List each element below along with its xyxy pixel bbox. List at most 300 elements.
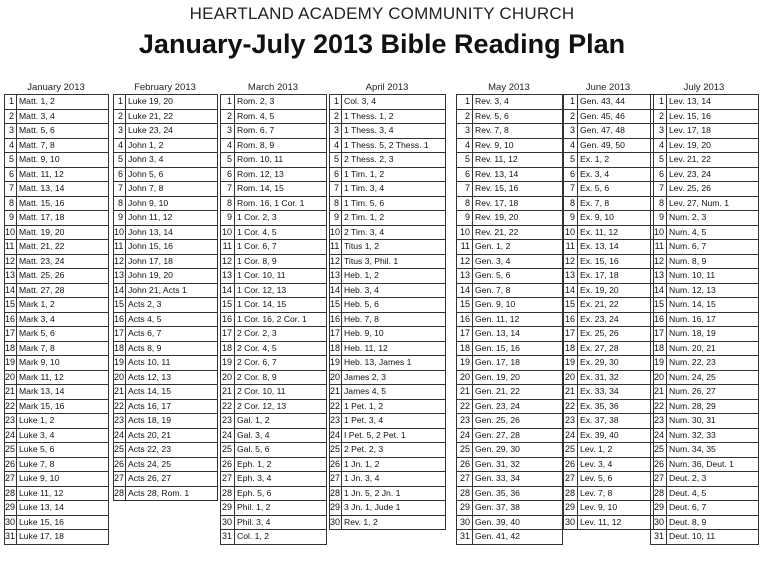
reading-cell: Acts 12, 13: [126, 370, 218, 385]
day-row: [5, 385, 109, 400]
day-number: 28: [221, 486, 235, 501]
day-number: 4: [114, 138, 126, 153]
day-row: [651, 486, 759, 501]
reading-cell: Gen. 45, 46: [578, 109, 654, 124]
day-row: [564, 167, 654, 182]
month-name: April 2013: [365, 82, 409, 93]
reading-cell: Rev. 21, 22: [473, 225, 563, 240]
month-column: [563, 82, 653, 530]
day-number: 17: [5, 327, 17, 342]
day-number: 17: [651, 327, 667, 342]
day-row: [564, 341, 654, 356]
day-row: [114, 153, 218, 168]
day-row: [221, 385, 327, 400]
day-row: [221, 486, 327, 501]
day-row: [330, 254, 446, 269]
day-number: 29: [330, 501, 342, 516]
day-row: [114, 211, 218, 226]
month-name: May 2013: [488, 82, 530, 93]
day-row: [457, 269, 563, 284]
day-number: 24: [221, 428, 235, 443]
reading-cell: 2 Tim. 1, 2: [342, 211, 446, 226]
reading-cell: Rom. 16, 1 Cor. 1: [235, 196, 327, 211]
day-row: [221, 414, 327, 429]
day-row: [330, 414, 446, 429]
reading-cell: Rom. 2, 3: [235, 95, 327, 110]
reading-cell: Ex. 33, 34: [578, 385, 654, 400]
day-number: 30: [221, 515, 235, 530]
reading-cell: Heb. 5, 6: [342, 298, 446, 313]
day-number: 18: [564, 341, 578, 356]
day-row: [457, 414, 563, 429]
reading-cell: 1 Cor. 4, 5: [235, 225, 327, 240]
day-number: 14: [564, 283, 578, 298]
reading-cell: Col. 1, 2: [235, 530, 327, 545]
reading-cell: Gen. 7, 8: [473, 283, 563, 298]
day-number: 19: [564, 356, 578, 371]
reading-cell: Eph. 1, 2: [235, 457, 327, 472]
reading-cell: Luke 19, 20: [126, 95, 218, 110]
reading-cell: Matt. 15, 16: [17, 196, 109, 211]
day-number: 16: [5, 312, 17, 327]
reading-cell: 2 Tim. 3, 4: [342, 225, 446, 240]
day-number: 25: [114, 443, 126, 458]
day-row: [114, 95, 218, 110]
day-row: [651, 414, 759, 429]
day-number: 13: [5, 269, 17, 284]
day-row: [457, 182, 563, 197]
day-number: 21: [564, 385, 578, 400]
reading-cell: Acts 18, 19: [126, 414, 218, 429]
day-number: 18: [114, 341, 126, 356]
day-number: 16: [221, 312, 235, 327]
day-number: 9: [114, 211, 126, 226]
reading-cell: Luke 13, 14: [17, 501, 109, 516]
reading-cell: 2 Cor. 2, 3: [235, 327, 327, 342]
reading-cell: Luke 17, 18: [17, 530, 109, 545]
day-number: 28: [457, 486, 473, 501]
day-number: 25: [5, 443, 17, 458]
day-number: 8: [564, 196, 578, 211]
reading-cell: Heb. 13, James 1: [342, 356, 446, 371]
day-number: 16: [330, 312, 342, 327]
reading-cell: John 17, 18: [126, 254, 218, 269]
day-row: [330, 211, 446, 226]
reading-cell: 1 Pet. 1, 2: [342, 399, 446, 414]
day-row: [651, 167, 759, 182]
day-row: [651, 385, 759, 400]
day-row: [330, 472, 446, 487]
reading-cell: Num. 4, 5: [667, 225, 759, 240]
day-number: 24: [457, 428, 473, 443]
day-number: 17: [114, 327, 126, 342]
reading-cell: Matt. 27, 28: [17, 283, 109, 298]
day-number: 25: [651, 443, 667, 458]
day-number: 30: [651, 515, 667, 530]
day-number: 16: [564, 312, 578, 327]
day-row: [651, 182, 759, 197]
day-row: [457, 283, 563, 298]
reading-cell: Ex. 21, 22: [578, 298, 654, 313]
day-row: [651, 327, 759, 342]
day-number: 4: [221, 138, 235, 153]
reading-cell: Gen. 43, 44: [578, 95, 654, 110]
day-number: 23: [221, 414, 235, 429]
day-row: [114, 138, 218, 153]
day-row: [114, 283, 218, 298]
day-number: 22: [5, 399, 17, 414]
reading-cell: Matt. 9, 10: [17, 153, 109, 168]
reading-cell: Matt. 11, 12: [17, 167, 109, 182]
day-row: [564, 472, 654, 487]
day-number: 5: [221, 153, 235, 168]
day-number: 1: [457, 95, 473, 110]
reading-cell: 2 Thess. 2, 3: [342, 153, 446, 168]
day-row: [114, 109, 218, 124]
day-number: 22: [564, 399, 578, 414]
reading-cell: Gen. 19, 20: [473, 370, 563, 385]
reading-cell: Eph. 5, 6: [235, 486, 327, 501]
reading-cell: Acts 28, Rom. 1: [126, 486, 218, 501]
day-number: 18: [330, 341, 342, 356]
day-row: [457, 356, 563, 371]
day-number: 3: [330, 124, 342, 139]
reading-cell: Ex. 25, 26: [578, 327, 654, 342]
day-row: [651, 356, 759, 371]
day-row: [114, 269, 218, 284]
day-number: 9: [5, 211, 17, 226]
day-number: 28: [564, 486, 578, 501]
day-row: [114, 486, 218, 501]
reading-cell: 1 Cor. 14, 15: [235, 298, 327, 313]
reading-cell: Num. 36, Deut. 1: [667, 457, 759, 472]
day-number: 1: [114, 95, 126, 110]
day-number: 7: [5, 182, 17, 197]
day-number: 16: [651, 312, 667, 327]
day-row: [457, 443, 563, 458]
reading-cell: Gen. 13, 14: [473, 327, 563, 342]
day-number: 2: [457, 109, 473, 124]
reading-cell: Acts 16, 17: [126, 399, 218, 414]
reading-cell: Gen. 41, 42: [473, 530, 563, 545]
reading-cell: Num. 2, 3: [667, 211, 759, 226]
reading-cell: Mark 1, 2: [17, 298, 109, 313]
day-row: [330, 298, 446, 313]
day-number: 2: [330, 109, 342, 124]
day-number: 20: [221, 370, 235, 385]
day-row: [5, 486, 109, 501]
day-row: [330, 109, 446, 124]
day-row: [5, 254, 109, 269]
day-row: [330, 428, 446, 443]
reading-cell: Ex. 23, 24: [578, 312, 654, 327]
day-row: [651, 530, 759, 545]
day-row: [651, 312, 759, 327]
day-number: 30: [564, 515, 578, 530]
day-row: [564, 312, 654, 327]
day-row: [330, 167, 446, 182]
reading-cell: Gen. 37, 38: [473, 501, 563, 516]
day-number: 24: [5, 428, 17, 443]
day-number: 18: [457, 341, 473, 356]
month-name: July 2013: [683, 82, 725, 93]
reading-cell: Lev. 21, 22: [667, 153, 759, 168]
day-number: 6: [651, 167, 667, 182]
day-row: [330, 153, 446, 168]
reading-cell: Acts 8, 9: [126, 341, 218, 356]
day-row: [5, 312, 109, 327]
reading-cell: Rev. 9, 10: [473, 138, 563, 153]
day-number: 7: [457, 182, 473, 197]
reading-cell: Luke 5, 6: [17, 443, 109, 458]
reading-cell: Num. 32, 33: [667, 428, 759, 443]
day-number: 10: [5, 225, 17, 240]
reading-cell: Luke 3, 4: [17, 428, 109, 443]
day-number: 22: [114, 399, 126, 414]
day-row: [330, 95, 446, 110]
day-number: 22: [457, 399, 473, 414]
day-number: 18: [5, 341, 17, 356]
reading-cell: 1 Cor. 10, 11: [235, 269, 327, 284]
day-number: 27: [651, 472, 667, 487]
day-row: [221, 254, 327, 269]
day-row: [114, 428, 218, 443]
day-number: 7: [114, 182, 126, 197]
day-row: [221, 138, 327, 153]
day-number: 3: [651, 124, 667, 139]
reading-table: [220, 94, 327, 545]
reading-cell: 3 Jn. 1, Jude 1: [342, 501, 446, 516]
day-row: [221, 124, 327, 139]
day-row: [651, 124, 759, 139]
day-number: 20: [5, 370, 17, 385]
reading-cell: Acts 20, 21: [126, 428, 218, 443]
day-row: [651, 341, 759, 356]
day-number: 20: [114, 370, 126, 385]
reading-cell: Matt. 1, 2: [17, 95, 109, 110]
reading-table: [113, 94, 218, 501]
day-number: 29: [457, 501, 473, 516]
day-row: [221, 428, 327, 443]
reading-cell: Ex. 27, 28: [578, 341, 654, 356]
day-row: [5, 167, 109, 182]
reading-cell: Acts 22, 23: [126, 443, 218, 458]
day-row: [114, 225, 218, 240]
reading-cell: Rom. 6, 7: [235, 124, 327, 139]
day-row: [651, 153, 759, 168]
day-row: [221, 240, 327, 255]
day-row: [221, 457, 327, 472]
day-number: 5: [564, 153, 578, 168]
day-row: [457, 472, 563, 487]
day-row: [221, 443, 327, 458]
day-row: [651, 196, 759, 211]
reading-cell: 2 Cor. 6, 7: [235, 356, 327, 371]
day-number: 21: [651, 385, 667, 400]
day-number: 6: [5, 167, 17, 182]
reading-cell: Acts 10, 11: [126, 356, 218, 371]
day-row: [330, 486, 446, 501]
day-number: 11: [114, 240, 126, 255]
reading-cell: Eph. 3, 4: [235, 472, 327, 487]
reading-cell: John 1, 2: [126, 138, 218, 153]
day-row: [5, 399, 109, 414]
day-number: 25: [457, 443, 473, 458]
day-row: [651, 501, 759, 516]
day-number: 9: [457, 211, 473, 226]
reading-cell: John 3, 4: [126, 153, 218, 168]
day-number: 25: [330, 443, 342, 458]
day-number: 11: [330, 240, 342, 255]
reading-cell: 1 Cor. 12, 13: [235, 283, 327, 298]
reading-cell: Gen. 5, 6: [473, 269, 563, 284]
day-number: 19: [221, 356, 235, 371]
reading-cell: John 5, 6: [126, 167, 218, 182]
reading-cell: Num. 8, 9: [667, 254, 759, 269]
reading-cell: Ex. 39, 40: [578, 428, 654, 443]
reading-cell: Num. 14, 15: [667, 298, 759, 313]
day-number: 19: [651, 356, 667, 371]
day-row: [5, 225, 109, 240]
reading-cell: Rev. 15, 16: [473, 182, 563, 197]
day-number: 31: [5, 530, 17, 545]
reading-cell: Rev. 19, 20: [473, 211, 563, 226]
reading-cell: 1 Jn. 3, 4: [342, 472, 446, 487]
reading-cell: Rev. 1, 2: [342, 515, 446, 530]
day-row: [221, 269, 327, 284]
reading-cell: 2 Cor. 12, 13: [235, 399, 327, 414]
reading-cell: Rom. 10, 11: [235, 153, 327, 168]
reading-cell: Mark 7, 8: [17, 341, 109, 356]
day-number: 20: [330, 370, 342, 385]
day-number: 14: [457, 283, 473, 298]
reading-cell: I Pet. 5, 2 Pet. 1: [342, 428, 446, 443]
day-number: 13: [651, 269, 667, 284]
day-number: 11: [457, 240, 473, 255]
day-number: 3: [564, 124, 578, 139]
day-row: [457, 486, 563, 501]
day-row: [221, 370, 327, 385]
day-row: [330, 457, 446, 472]
reading-cell: Num. 10, 11: [667, 269, 759, 284]
day-number: 23: [114, 414, 126, 429]
day-row: [564, 211, 654, 226]
reading-cell: Lev. 15, 16: [667, 109, 759, 124]
reading-cell: 1 Cor. 2, 3: [235, 211, 327, 226]
day-row: [651, 457, 759, 472]
day-row: [564, 327, 654, 342]
reading-cell: Lev. 9, 10: [578, 501, 654, 516]
day-number: 11: [221, 240, 235, 255]
month-column: [650, 82, 758, 545]
day-number: 5: [114, 153, 126, 168]
reading-cell: Phil. 3, 4: [235, 515, 327, 530]
day-row: [221, 501, 327, 516]
day-row: [114, 472, 218, 487]
reading-cell: Lev. 11, 12: [578, 515, 654, 530]
reading-cell: 1 Pet. 3, 4: [342, 414, 446, 429]
church-name: HEARTLAND ACADEMY COMMUNITY CHURCH: [189, 4, 575, 23]
reading-cell: Deut. 2, 3: [667, 472, 759, 487]
day-number: 8: [330, 196, 342, 211]
day-number: 23: [330, 414, 342, 429]
reading-cell: Gen. 29, 30: [473, 443, 563, 458]
reading-cell: Num. 22, 23: [667, 356, 759, 371]
day-number: 30: [457, 515, 473, 530]
reading-cell: Ex. 35, 36: [578, 399, 654, 414]
day-row: [651, 138, 759, 153]
reading-cell: Ex. 5, 6: [578, 182, 654, 197]
day-number: 17: [221, 327, 235, 342]
day-number: 23: [5, 414, 17, 429]
day-number: 5: [5, 153, 17, 168]
reading-cell: 1 Tim. 3, 4: [342, 182, 446, 197]
day-number: 12: [5, 254, 17, 269]
reading-cell: Num. 30, 31: [667, 414, 759, 429]
day-number: 5: [457, 153, 473, 168]
reading-cell: 1 Cor. 8, 9: [235, 254, 327, 269]
day-row: [330, 356, 446, 371]
day-row: [564, 486, 654, 501]
day-number: 20: [651, 370, 667, 385]
day-number: 26: [5, 457, 17, 472]
day-row: [5, 196, 109, 211]
reading-cell: Mark 11, 12: [17, 370, 109, 385]
day-number: 14: [651, 283, 667, 298]
reading-cell: Gen. 3, 4: [473, 254, 563, 269]
day-number: 10: [457, 225, 473, 240]
day-number: 27: [114, 472, 126, 487]
day-row: [457, 138, 563, 153]
day-row: [221, 153, 327, 168]
day-number: 13: [114, 269, 126, 284]
day-number: 23: [651, 414, 667, 429]
reading-cell: Num. 6, 7: [667, 240, 759, 255]
day-row: [114, 327, 218, 342]
month-column: [220, 82, 326, 545]
month-column: [113, 82, 217, 501]
day-row: [457, 109, 563, 124]
day-number: 9: [221, 211, 235, 226]
day-row: [5, 414, 109, 429]
day-row: [330, 240, 446, 255]
day-row: [457, 385, 563, 400]
day-row: [221, 312, 327, 327]
reading-cell: Ex. 7, 8: [578, 196, 654, 211]
day-row: [457, 298, 563, 313]
day-row: [564, 501, 654, 516]
day-number: 24: [330, 428, 342, 443]
reading-cell: Gal. 3, 4: [235, 428, 327, 443]
reading-cell: Ex. 17, 18: [578, 269, 654, 284]
day-row: [651, 269, 759, 284]
day-number: 2: [221, 109, 235, 124]
day-row: [457, 457, 563, 472]
day-number: 21: [5, 385, 17, 400]
day-number: 1: [651, 95, 667, 110]
day-row: [330, 196, 446, 211]
day-row: [457, 501, 563, 516]
day-number: 13: [330, 269, 342, 284]
month-column: [4, 82, 108, 545]
reading-cell: Num. 34, 35: [667, 443, 759, 458]
day-number: 27: [5, 472, 17, 487]
day-number: 13: [564, 269, 578, 284]
day-number: 2: [5, 109, 17, 124]
reading-cell: John 13, 14: [126, 225, 218, 240]
day-number: 30: [5, 515, 17, 530]
day-number: 31: [457, 530, 473, 545]
